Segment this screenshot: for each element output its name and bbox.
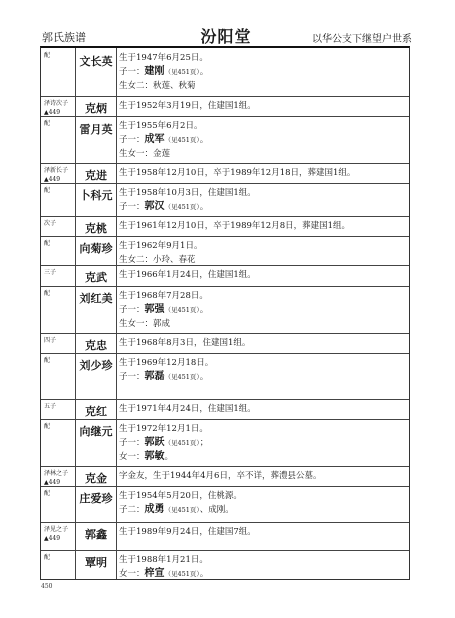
relation-label: 配 (44, 120, 51, 127)
person-name: 克金 (85, 472, 107, 485)
person-name: 郭鑫 (85, 528, 107, 541)
detail-line: 生于1958年10月3日，住建国1组。 (119, 188, 256, 198)
person-name: 克进 (85, 169, 107, 182)
relation-cell (41, 216, 76, 236)
detail-line: 生于1947年6月25日。 (119, 53, 208, 63)
children-suffix: 。 (199, 202, 209, 212)
relation-ref: ▲449 (44, 535, 61, 542)
children-line (119, 303, 407, 317)
entry-row (41, 216, 409, 237)
page-header (40, 24, 412, 46)
name-cell (76, 550, 117, 580)
page-reference: （见451页） (164, 136, 200, 144)
children-prefix: 子一： (119, 438, 145, 448)
children-line (119, 65, 407, 79)
name-cell (76, 236, 117, 265)
children-line (119, 567, 407, 580)
relation-label: 四子 (44, 337, 57, 344)
name-cell (76, 333, 117, 353)
detail-line: 生女二：小玲、春花 (119, 255, 196, 265)
entry-row (41, 286, 409, 334)
relation-label: 配 (44, 290, 51, 297)
name-cell (76, 353, 117, 399)
person-name: 刘少珍 (79, 359, 113, 372)
relation-label: 泽见之子 (44, 526, 69, 533)
relation-cell (41, 486, 76, 522)
relation-cell (41, 399, 76, 419)
detail-cell (119, 422, 407, 464)
entry-row (41, 333, 409, 354)
relation-cell (41, 419, 76, 466)
name-cell (76, 48, 117, 96)
detail-line: 生于1971年4月24日，住建国1组。 (119, 404, 256, 414)
detail-cell (119, 186, 407, 214)
children-suffix: 。 (199, 135, 209, 145)
children-prefix: 子一： (119, 135, 145, 145)
detail-cell (119, 356, 407, 384)
detail-line: 生于1958年12月10日，卒于1989年12月18日，葬建国1组。 (119, 168, 356, 178)
entry-row (41, 353, 409, 400)
relation-label: 配 (44, 554, 51, 561)
detail-line: 生于1969年12月18日。 (119, 358, 214, 368)
genealogy-table (40, 46, 410, 580)
detail-cell (119, 239, 407, 267)
name-cell (76, 399, 117, 419)
detail-cell (119, 119, 407, 161)
entry-row (41, 236, 409, 266)
entry-row (41, 486, 409, 523)
page-number: 450 (41, 583, 53, 590)
name-cell (76, 419, 117, 466)
detail-line: 生女二：秋莲、秋菊 (119, 81, 196, 91)
detail-cell (119, 268, 407, 282)
child-name: 郭汉 (144, 201, 165, 212)
name-cell (76, 265, 117, 286)
children-suffix: 。 (199, 372, 209, 382)
detail-cell (119, 99, 407, 113)
children-prefix: 子二： (119, 505, 145, 515)
child-name: 成勇 (144, 504, 165, 515)
child-name: 郭跃 (144, 437, 165, 448)
child-name: 建刚 (144, 66, 165, 77)
detail-line: 生于1961年12月10日，卒于1989年12月8日，葬建国1组。 (119, 221, 351, 231)
entry-row (41, 466, 409, 487)
name-cell (76, 163, 117, 183)
relation-label: 三子 (44, 269, 57, 276)
detail-line: 生于1966年1月24日，住建国1组。 (119, 270, 256, 280)
children-line (119, 503, 407, 517)
child-name: 成军 (144, 134, 165, 145)
relation-label: 次子 (44, 220, 57, 227)
relation-cell (41, 183, 76, 216)
children-prefix: 子一： (119, 202, 145, 212)
detail-line: 生于1968年8月3日，住建国1组。 (119, 338, 251, 348)
children-suffix: 、成刚。 (199, 505, 234, 515)
relation-label: 五子 (44, 403, 57, 410)
daughters-prefix: 女一： (119, 452, 145, 462)
children-suffix: ； (199, 438, 209, 448)
detail-cell (119, 489, 407, 517)
person-name: 克桃 (85, 222, 107, 235)
detail-cell (119, 402, 407, 416)
name-cell (76, 286, 117, 333)
person-name: 克炳 (85, 102, 107, 115)
detail-line: 生于1972年12月1日。 (119, 424, 208, 434)
person-name: 向继元 (79, 425, 113, 438)
detail-cell (119, 219, 407, 233)
hall-name: 汾阳堂 (200, 27, 252, 46)
page-reference: （见451页） (164, 203, 200, 211)
children-suffix: 。 (199, 305, 209, 315)
person-name: 克忠 (85, 339, 107, 352)
child-name: 郭磊 (144, 371, 165, 382)
page-reference: （见451页） (164, 306, 200, 314)
children-suffix: 。 (199, 67, 209, 77)
detail-cell (119, 51, 407, 93)
relation-label: 泽新长子 (44, 167, 69, 174)
person-name: 卜科元 (79, 189, 113, 202)
children-prefix: 子一： (119, 372, 145, 382)
detail-line: 生于1954年5月20日，住桃源。 (119, 491, 242, 501)
detail-line: 生于1988年1月21日。 (119, 555, 208, 565)
detail-line: 字金友，生于1944年4月6日，卒不详，葬澧县公墓。 (119, 471, 322, 481)
detail-line: 生于1962年9月1日。 (119, 241, 203, 251)
relation-cell (41, 353, 76, 399)
name-cell (76, 116, 117, 163)
children-line (119, 436, 407, 450)
relation-cell (41, 333, 76, 353)
relation-cell (41, 550, 76, 580)
name-cell (76, 486, 117, 522)
children-prefix: 女一： (119, 569, 145, 579)
page-reference: （见451页） (164, 68, 200, 76)
children-line (119, 200, 407, 214)
relation-label: 配 (44, 240, 51, 247)
detail-line: 生于1968年7月28日。 (119, 291, 208, 301)
name-cell (76, 466, 117, 486)
relation-cell (41, 116, 76, 163)
relation-label: 泽林之子 (44, 470, 69, 477)
relation-cell (41, 163, 76, 183)
person-name: 文长英 (79, 55, 113, 68)
entry-row (41, 265, 409, 287)
relation-label: 泽诗次子 (44, 100, 69, 107)
relation-cell (41, 265, 76, 286)
detail-line: 生女一：金莲 (119, 149, 171, 159)
detail-line: 生女一：郭成 (119, 319, 171, 329)
relation-label: 配 (44, 490, 51, 497)
entry-row (41, 419, 409, 467)
child-name: 郭强 (144, 304, 165, 315)
relation-label: 配 (44, 187, 51, 194)
detail-cell (119, 525, 407, 539)
relation-cell (41, 522, 76, 550)
lineage-title: 以华公支下继望户世系 (312, 34, 412, 45)
relation-cell (41, 236, 76, 265)
page-reference: （见451页） (164, 506, 200, 514)
name-cell (76, 522, 117, 550)
name-cell (76, 183, 117, 216)
relation-label: 配 (44, 357, 51, 364)
relation-cell (41, 96, 76, 116)
entry-row (41, 96, 409, 117)
person-name: 覃明 (85, 556, 107, 569)
child-name: 梓宣 (144, 568, 165, 579)
entry-row (41, 399, 409, 420)
children-line (119, 133, 407, 147)
children-line (119, 370, 407, 384)
book-title: 郭氏族谱 (42, 31, 86, 44)
detail-cell (119, 289, 407, 331)
children-prefix: 子一： (119, 305, 145, 315)
entry-row (41, 550, 409, 580)
children-suffix: 。 (199, 569, 209, 579)
person-name: 克红 (85, 405, 107, 418)
relation-cell (41, 48, 76, 96)
page-reference: （见451页） (164, 570, 200, 578)
children-prefix: 子一： (119, 67, 145, 77)
person-name: 向菊珍 (79, 242, 113, 255)
detail-cell (119, 469, 407, 483)
entry-row (41, 48, 409, 97)
page-reference: （见451页） (164, 439, 200, 447)
relation-cell (41, 286, 76, 333)
entry-row (41, 163, 409, 184)
entry-row (41, 116, 409, 164)
detail-cell (119, 553, 407, 580)
relation-cell (41, 466, 76, 486)
entry-row (41, 522, 409, 551)
daughters-line (119, 450, 407, 464)
name-cell (76, 216, 117, 236)
detail-cell (119, 336, 407, 350)
person-name: 雷月英 (79, 123, 113, 136)
detail-line: 生于1952年3月19日，住建国1组。 (119, 101, 256, 111)
detail-cell (119, 166, 407, 180)
relation-ref: ▲449 (44, 176, 61, 183)
entry-row (41, 183, 409, 217)
detail-line: 生于1955年6月2日。 (119, 121, 203, 131)
relation-ref: ▲449 (44, 479, 61, 486)
page-reference: （见451页） (164, 373, 200, 381)
person-name: 克武 (85, 271, 107, 284)
detail-line: 生于1989年9月24日，住建国7组。 (119, 527, 256, 537)
relation-label: 配 (44, 52, 51, 59)
person-name: 庄爱珍 (79, 492, 113, 505)
daughter-name: 郭敏 (144, 451, 165, 462)
daughters-suffix: 。 (164, 452, 174, 462)
relation-ref: ▲449 (44, 109, 61, 116)
person-name: 刘红美 (79, 292, 113, 305)
name-cell (76, 96, 117, 116)
relation-label: 配 (44, 423, 51, 430)
